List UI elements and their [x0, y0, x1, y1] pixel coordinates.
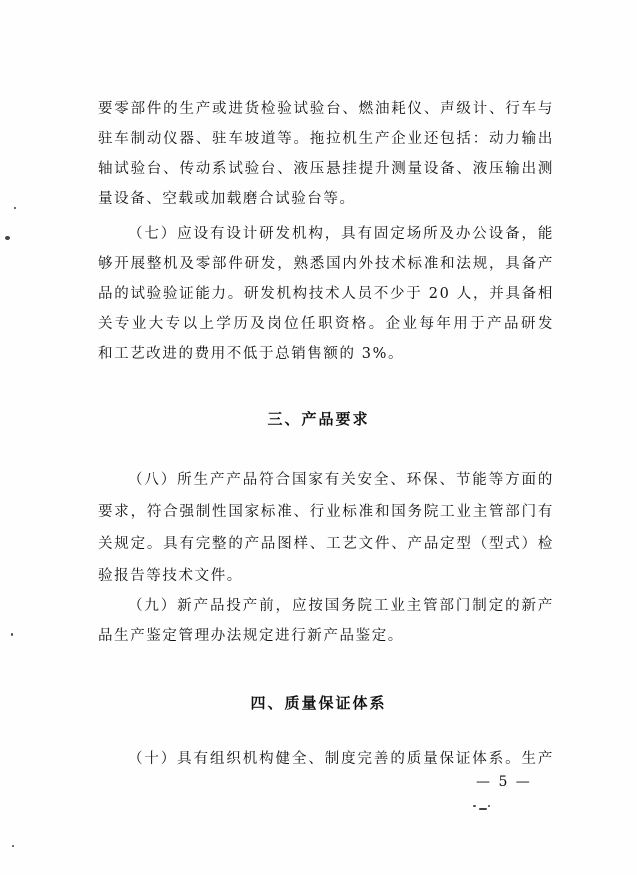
paragraph-line: 关专业大专以上学历及岗位任职资格。企业每年用于产品研发	[98, 316, 554, 332]
paragraph-line: 验报告等技术文件。	[98, 568, 243, 584]
paragraph-line: （十）具有组织机构健全、制度完善的质量保证体系。生产	[128, 751, 554, 767]
paragraph-line: 够开展整机及零部件研发，熟悉国内外技术标准和法规，具备产	[98, 256, 554, 272]
scan-speck	[488, 805, 490, 807]
scan-speck	[473, 805, 476, 807]
paragraph-line: （七）应设有设计研发机构，具有固定场所及办公设备，能	[128, 226, 554, 242]
paragraph-line: 量设备、空载或加载磨合试验台等。	[98, 191, 356, 207]
paragraph-line: 要零部件的生产或进货检验试验台、燃油耗仪、声级计、行车与	[98, 101, 554, 117]
paragraph-line: 轴试验台、传动系试验台、液压悬挂提升测量设备、液压输出测	[98, 161, 554, 177]
paragraph-line: 品的试验验证能力。研发机构技术人员不少于 20 人，并具备相	[98, 286, 554, 302]
scan-speck	[12, 845, 14, 847]
paragraph-line: 和工艺改进的费用不低于总销售额的 3%。	[98, 346, 405, 362]
paragraph-line: 驻车制动仪器、驻车坡道等。拖拉机生产企业还包括：动力输出	[98, 131, 554, 147]
section-heading: 三、产品要求	[267, 410, 370, 428]
scan-speck	[5, 236, 10, 240]
paragraph-line: （八）所生产产品符合国家有关安全、环保、节能等方面的	[128, 472, 554, 488]
scan-speck	[479, 808, 487, 810]
page-number: — 5 —	[476, 774, 532, 790]
section-heading: 四、质量保证体系	[250, 694, 387, 712]
scan-speck	[11, 633, 13, 636]
scan-speck	[14, 207, 16, 209]
paragraph-line: （九）新产品投产前，应按国务院工业主管部门制定的新产	[128, 598, 554, 614]
paragraph-line: 品生产鉴定管理办法规定进行新产品鉴定。	[98, 628, 404, 644]
paragraph-line: 关规定。具有完整的产品图样、工艺文件、产品定型（型式）检	[98, 536, 554, 552]
paragraph-line: 要求，符合强制性国家标准、行业标准和国务院工业主管部门有	[98, 504, 554, 520]
